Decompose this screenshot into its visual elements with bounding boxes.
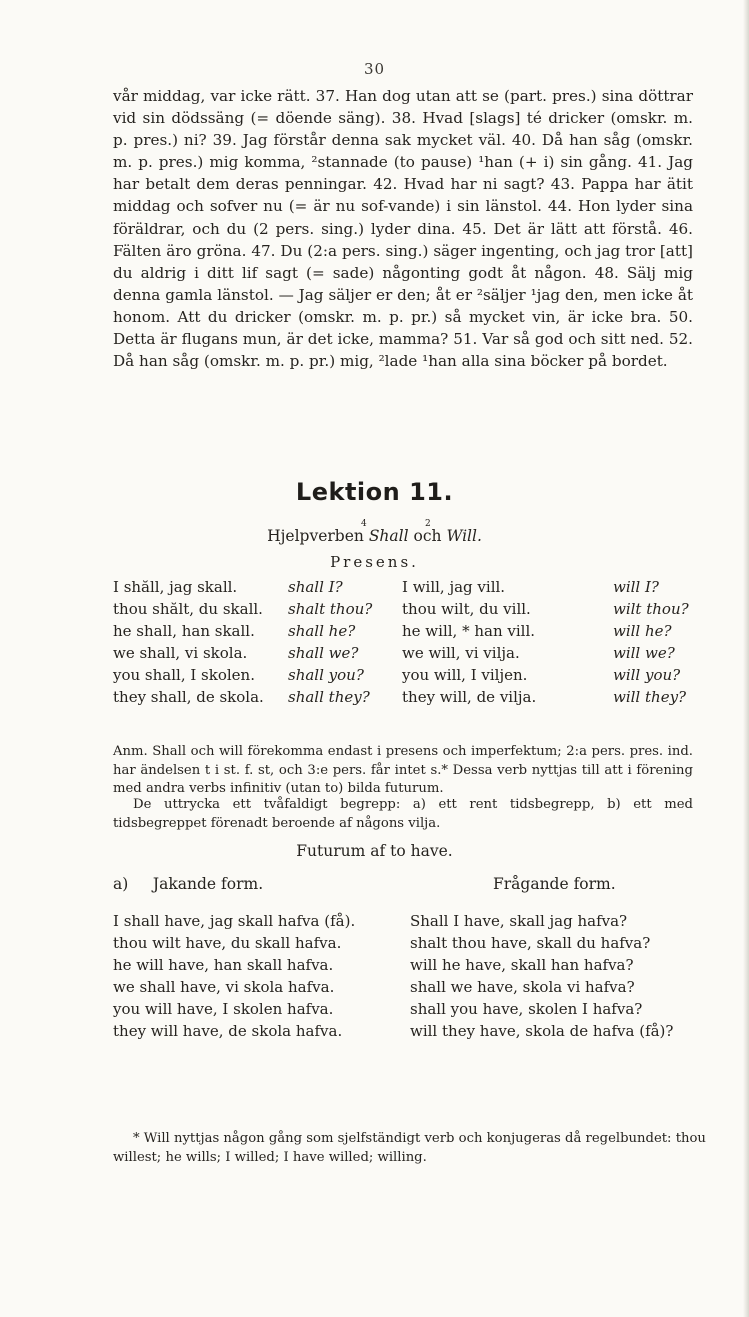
table-row: shall he? (288, 622, 356, 640)
futurum-interrogative-list (410, 910, 673, 1042)
list-item: thou wilt have, du skall hafva. (113, 934, 342, 952)
list-item: will they have, skola de hafva (få)? (410, 1022, 674, 1040)
table-row: he shall, han skall. (113, 622, 255, 640)
table-row: you will, I viljen. (402, 666, 528, 684)
table-row: will they? (613, 688, 687, 706)
presens-shall-declarative (113, 576, 264, 708)
list-item: shall you have, skolen I hafva? (410, 1000, 643, 1018)
footnote: * Will nyttjas någon gång som sjelfständigt verb och konjugeras då regelbundet: thou willest; he wills; I willed; I have willed; willing. (113, 1131, 706, 1165)
list-item: I shall have, jag skall hafva (få). (113, 912, 356, 930)
subtitle-shall: Shall (368, 527, 409, 545)
list-item: shalt thou have, skall du hafva? (410, 934, 651, 952)
table-row: I will, jag vill. (402, 578, 506, 596)
presens-will-question (613, 576, 689, 708)
lesson-title: Lektion 11. (295, 478, 454, 506)
presens-will-declarative (402, 576, 536, 708)
list-item: they will have, de skola hafva. (113, 1022, 343, 1040)
table-row: will we? (613, 644, 675, 662)
table-row: thou wilt, du vill. (402, 600, 531, 618)
list-item: he will have, han skall hafva. (113, 956, 334, 974)
futurum-heading: Futurum af to have. (296, 842, 453, 860)
list-item: Shall I have, skall jag hafva? (410, 912, 628, 930)
table-row: shall you? (288, 666, 364, 684)
table-row: wilt thou? (613, 600, 689, 618)
list-item: shall we have, skola vi hafva? (410, 978, 635, 996)
table-row: shalt thou? (288, 600, 373, 618)
table-row: will you? (613, 666, 681, 684)
table-row: they will, de vilja. (402, 688, 537, 706)
subtitle-prefix: Hjelpverben (267, 527, 369, 545)
table-row: we will, vi vilja. (402, 644, 520, 662)
affirmative-form-heading: a) Jakande form. (113, 875, 264, 893)
list-item: we shall have, vi skola hafva. (113, 978, 335, 996)
exercise-paragraph: vår middag, var icke rätt. 37. Han dog utan att se (part. pres.) sina döttrar vid sin dödssäng (= döende säng). 38. Hvad [slags] té dricker (omskr. m. p. pres.) ni? 39. Jag förstår denna sak mycket väl. 40. Då han såg (omskr. m. p. pres.) mig komma, ²stannade (to pause) ¹han (+ i) sin gång. 41. Jag har betalt dem deras penningar. 42. Hvad har ni sagt? 43. Pappa har ätit middag och sofver nu (= är nu sof-vande) i sin länstol. 44. Hon lyder sina föräldrar, och du (2 pers. sing.) lyder dina. 45. Det är lätt att förstå. 46. Fälten äro gröna. 47. Du (2:a pers. sing.) säger ingenting, och jag tror [att] du aldrig i ditt lif sagt (= sade) någonting godt åt någon. 48. Sälj mig denna gamla länstol. — Jag säljer er den; åt er ²säljer ¹jag den, men icke åt honom. Att du dricker (omskr. m. p. pr.) så mycket vin, är icke bra. 50. Detta är flugans mun, är det icke, mamma? 51. Var så god och sitt ned. 52. Då han såg (omskr. m. p. pr.) mig, ²lade ¹han alla sina böcker på bordet. (113, 87, 693, 371)
anmarkning-note: Anm. Shall och will förekomma endast i presens och imperfektum; 2:a pers. pres. ind. har ändelsen t i st. f. st, och 3:e pers. får intet s.* Dessa verb nyttjas till att i förening med andra verbs infinitiv (utan to) bilda futurum. (113, 744, 693, 796)
stress-mark-will: 2 (425, 519, 431, 529)
table-row: shall they? (288, 688, 370, 706)
subtitle-och: och (408, 527, 447, 545)
table-row: they shall, de skola. (113, 688, 264, 706)
list-item: will he have, skall han hafva? (410, 956, 634, 974)
subtitle-will: Will. (446, 527, 482, 545)
table-row: shall I? (288, 578, 343, 596)
page-edge-shadow (743, 0, 749, 1317)
stress-mark-shall: 4 (361, 519, 367, 529)
table-row: thou shălt, du skall. (113, 600, 263, 618)
table-row: I shăll, jag skall. (113, 578, 238, 596)
lesson-subtitle (0, 527, 749, 545)
interrogative-form-heading: Frågande form. (493, 875, 616, 893)
table-row: will I? (613, 578, 659, 596)
table-row: will he? (613, 622, 672, 640)
table-row: he will, * han vill. (402, 622, 536, 640)
page-number: 30 (363, 60, 386, 78)
presens-heading: Presens. (330, 553, 419, 571)
presens-shall-question (288, 576, 372, 708)
futurum-affirmative-list (113, 910, 355, 1042)
list-item: you will have, I skolen hafva. (113, 1000, 334, 1018)
table-row: we shall, vi skola. (113, 644, 248, 662)
table-row: shall we? (288, 644, 359, 662)
table-row: you shall, I skolen. (113, 666, 255, 684)
anmarkning-note-2: De uttrycka ett tvåfaldigt begrepp: a) ett rent tidsbegrepp, b) ett med tidsbegreppet förenadt beroende af någons vilja. (113, 797, 693, 831)
